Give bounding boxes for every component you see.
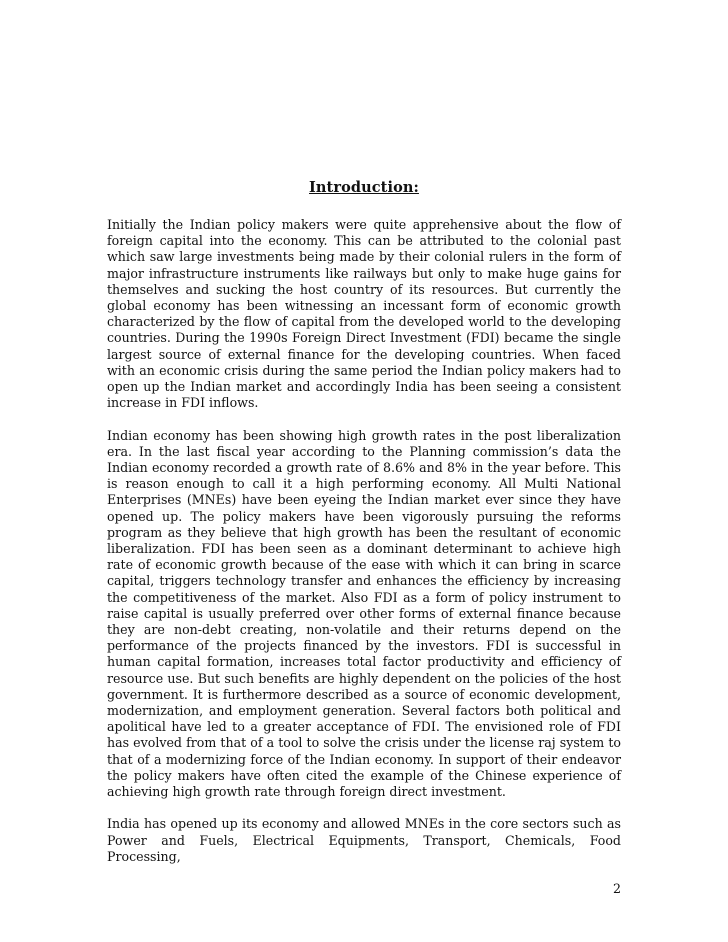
paragraph: Initially the Indian policy makers were quite apprehensive about the flow of foreign capital into the economy. This can be attributed to the colonial past which saw large investments being made by their colonial rulers in the form of major infrastructure instruments like railways but only to make huge gains for themselves and sucking the host country of its resources. But currently the global economy has been witnessing an incessant form of economic growth characterized by the flow of capital from the developed world to the developing countries. During the 1990s Foreign Direct Investment (FDI) became the single largest source of external finance for the developing countries. When faced with an economic crisis during the same period the Indian policy makers had to open up the Indian market and accordingly India has been seeing a consistent increase in FDI inflows. bbox=[107, 217, 621, 411]
paragraph: Indian economy has been showing high growth rates in the post liberalization era. In the last fiscal year according to the Planning commission’s data the Indian economy recorded a growth rate of 8.6% and 8% in the year before. This is reason enough to call it a high performing economy. All Multi National Enterprises (MNEs) have been eyeing the Indian market ever since they have opened up. The policy makers have been vigorously pursuing the reforms program as they believe that high growth has been the resultant of economic liberalization. FDI has been seen as a dominant determinant to achieve high rate of economic growth because of the ease with which it can bring in scarce capital, triggers technology transfer and enhances the efficiency by increasing the competitiveness of the market. Also FDI as a form of policy instrument to raise capital is usually preferred over other forms of external finance because they are non-debt creating, non-volatile and their returns depend on the performance of the projects financed by the investors. FDI is successful in human capital formation, increases total factor productivity and efficiency of resource use. But such benefits are highly dependent on the policies of the host government. It is furthermore described as a source of economic development, modernization, and employment generation. Several factors both political and apolitical have led to a greater acceptance of FDI. The envisioned role of FDI has evolved from that of a tool to solve the crisis under the license raj system to that of a modernizing force of the Indian economy. In support of their endeavor the policy makers have often cited the example of the Chinese experience of achieving high growth rate through foreign direct investment. bbox=[107, 427, 621, 800]
body-text bbox=[107, 217, 621, 881]
page-number: 2 bbox=[612, 881, 621, 896]
paragraph: India has opened up its economy and allowed MNEs in the core sectors such as Power and Fuels, Electrical Equipments, Transport, Chemicals, Food Processing, bbox=[107, 816, 621, 864]
section-heading: Introduction: bbox=[309, 179, 419, 196]
